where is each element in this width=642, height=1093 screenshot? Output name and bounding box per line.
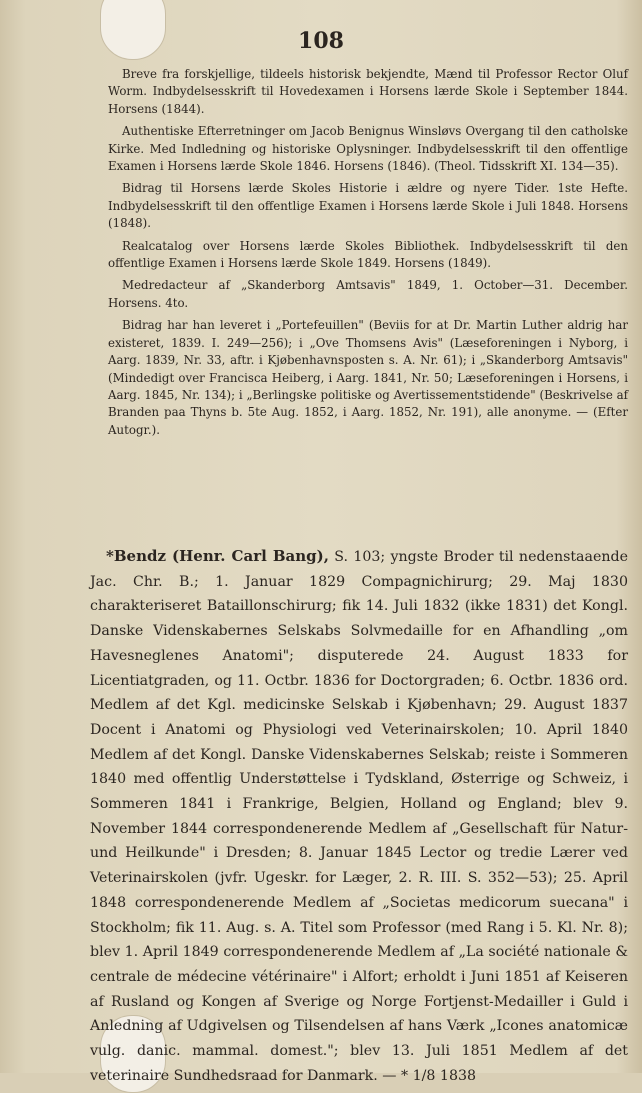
bibliography-entry: Authentiske Efterretninger om Jacob Benignus Winsløvs Overgang til den catholske Kirke. Med Indledning og historiske Oplysninger. Indbydelsesskrift til den offentlige Examen i Horsens lærde Skole 1846. Horsens (1846). (Theol. Tidsskrift XI. 134—35). (108, 124, 628, 174)
biography-entry (90, 544, 628, 1088)
bibliography-entry: Bidrag har han leveret i „Portefeuillen" (Beviis for at Dr. Martin Luther aldrig har existeret, 1839. I. 249—256); i „Ove Thomsens Avis" (Læseforeningen i Nyborg, i Aarg. 1839, Nr. 33, aftr. i Kjøbenhavnsposten s. A. Nr. 61); i „Skanderborg Amtsavis" (Mindedigt over Francisca Heiberg, i Aarg. 1841, Nr. 50; Læseforeningen i Horsens, i Aarg. 1845, Nr. 134); i „Berlingske politiske og Avertissementstidende" (Beskrivelse af Branden paa Thyns b. 5te Aug. 1852, i Aarg. 1852, Nr. 191), alle anonyme. — (Efter Autogr.). (108, 318, 628, 437)
page-number: 108 (298, 28, 344, 54)
bibliography-entry: Breve fra forskjellige, tildeels historisk bekjendte, Mænd til Professor Rector Oluf Worm. Indbydelsesskrift til Hovedexamen i Horsens lærde Skole i September 1844. Horsens (1844). (108, 67, 628, 116)
bibliography-entry: Bidrag til Horsens lærde Skoles Historie i ældre og nyere Tider. 1ste Hefte. Indbydelsesskrift til den offentlige Examen i Horsens lærde Skole i Juli 1848. Horsens (1848). (108, 181, 628, 231)
biography-text: S. 103; yngste Broder til nedenstaaende Jac. Chr. B.; 1. Januar 1829 Compagnichirurg; 29. Maj 1830 charakteriseret Bataillonschirurg; fik 14. Juli 1832 (ikke 1831) det Kongl. Danske Videnskabernes Selskabs Solvmedaille for en Afhandling „om Havesneglenes Anatomi"; disputerede 24. August 1833 for Licentiatgraden, og 11. Octbr. 1836 for Doctorgraden; 6. Octbr. 1836 ord. Medlem af det Kgl. medicinske Selskab i Kjøbenhavn; 29. August 1837 Docent i Anatomi og Physiologi ved Veterinairskolen; 10. April 1840 Medlem af det Kongl. Danske Videnskabernes Selskab; reiste i Sommeren 1840 med offentlig Understøttelse i Tydskland, Østerrige og Schweiz, i Sommeren 1841 i Frankrige, Belgien, Holland og England; blev 9. November 1844 correspondenerende Medlem af „Gesellschaft für Natur- und Heilkunde" i Dresden; 8. Januar 1845 Lector og tredie Lærer ved Veterinairskolen (jvfr. Ugeskr. for Læger, 2. R. III. S. 352—53); 25. April 1848 correspondenerende Medlem af „Societas medicorum suecana" i Stockholm; fik 11. Aug. s. A. Titel som Professor (med Rang i 5. Kl. Nr. 8); blev 1. April 1849 correspondenerende Medlem af „La société nationale & centrale de médecine vétérinaire" i Alfort; erholdt i Juni 1851 af Keiseren af Rusland og Kongen af Sverige og Norge Fortjenst-Medailler i Guld i Anledning af Udgivelsen og Tilsendelsen af hans Værk „Icones anatomicæ vulg. danic. mammal. domest."; blev 13. Juli 1851 Medlem af det veterinaire Sundhedsraad for Danmark. — * 1/8 1838 (90, 549, 628, 1084)
biography-heading: *Bendz (Henr. Carl Bang), (106, 547, 329, 565)
bibliography-entry: Realcatalog over Horsens lærde Skoles Bibliothek. Indbydelsesskrift til den offentlige Examen i Horsens lærde Skole 1849. Horsens (1849). (108, 238, 628, 271)
bibliography-entry: Medredacteur af „Skanderborg Amtsavis" 1849, 1. October—31. December. Horsens. 4to. (108, 278, 628, 310)
bibliography-list (108, 66, 628, 444)
